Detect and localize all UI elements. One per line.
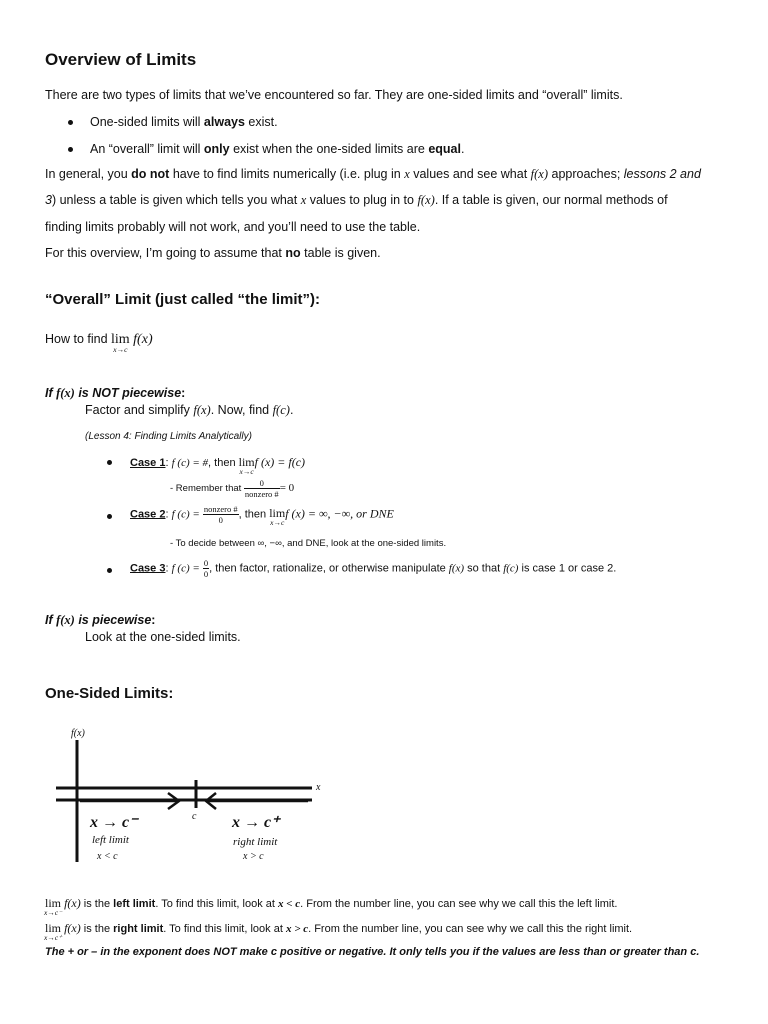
bullet-dot xyxy=(107,514,112,519)
case-3: Case 3: f (c) = $\frac{0}{0}$ , then factor, rationalize, or otherwise manipulate f(x) so that f(c) is case 1 or case 2. xyxy=(130,558,617,579)
left-limit-title: left limit xyxy=(92,834,129,846)
left-limit-explanation: lim x→c⁻ f(x) is the left limit. To find this limit, look at x < c. From the number line, you can see why we call this the left limit. xyxy=(43,896,618,917)
number-line-diagram xyxy=(40,722,340,872)
bullet-dot xyxy=(107,460,112,465)
lesson-reference: (Lesson 4: Finding Limits Analytically) xyxy=(85,431,252,442)
paragraph-line-3: finding limits probably will not work, and you’ll need to use the table. xyxy=(45,220,421,234)
bullet-overall: An “overall” limit will only exist when the one-sided limits are equal. xyxy=(90,142,465,156)
heading-piecewise: If f(x) is piecewise: xyxy=(45,613,156,627)
bullet-dot xyxy=(68,147,73,152)
bullet-one-sided: One-sided limits will always exist. xyxy=(90,115,278,129)
heading-not-piecewise: If f(x) is NOT piecewise: xyxy=(45,386,186,400)
bullet-dot xyxy=(68,120,73,125)
sign-note: The + or – in the exponent does NOT make c positive or negative. It only tells you if the values are less than or greater than c. xyxy=(45,946,700,958)
piecewise-line: Look at the one-sided limits. xyxy=(85,630,241,644)
case-2: Case 2: f (c) = $\frac{\text{nonzero \#}}{0}$ , then lim x→c f (x) = ∞, −∞, or DNE xyxy=(130,504,394,528)
left-expression: x → c⁻ xyxy=(90,814,138,831)
paragraph-line-1: In general, you do not have to find limits numerically (i.e. plug in x values and see what f(x) approaches; lessons 2 and xyxy=(45,167,701,181)
section-heading-overall: “Overall” Limit (just called “the limit”): xyxy=(45,291,321,308)
intro-line: There are two types of limits that we’ve encountered so far. They are one-sided limits and “overall” limits. xyxy=(45,88,623,102)
c-label: c xyxy=(192,811,197,822)
right-condition: x > c xyxy=(243,851,264,862)
case-1-note: - Remember that $\frac{0}{\text{nonzero \#}}$ = 0 xyxy=(170,478,295,499)
case-2-note: - To decide between ∞, −∞, and DNE, look at the one-sided limits. xyxy=(170,538,447,549)
right-limit-title: right limit xyxy=(233,836,278,848)
right-limit-explanation: lim x→c⁺ f(x) is the right limit. To find this limit, look at x > c. From the number line, you can see why we call this the right limit. xyxy=(43,921,633,942)
case-1: Case 1: f (c) = #, then lim x→c f (x) = f(c) xyxy=(130,455,306,476)
page-title: Overview of Limits xyxy=(45,50,197,69)
x-axis-label: x xyxy=(316,782,321,793)
how-to-find-line: How to find lim x→c f(x) xyxy=(45,332,153,354)
paragraph-line-4: For this overview, I’m going to assume that no table is given. xyxy=(45,246,381,260)
left-condition: x < c xyxy=(97,851,118,862)
right-expression: x → c⁺ xyxy=(232,814,280,831)
y-axis-label: f(x) xyxy=(71,728,85,739)
section-heading-one-sided: One-Sided Limits: xyxy=(45,685,174,702)
factor-simplify-line: Factor and simplify f(x). Now, find f(c). xyxy=(85,403,294,417)
bullet-dot xyxy=(107,568,112,573)
paragraph-line-2: 3) unless a table is given which tells you what x values to plug in to f(x). If a table is given, our normal methods of xyxy=(45,193,668,207)
